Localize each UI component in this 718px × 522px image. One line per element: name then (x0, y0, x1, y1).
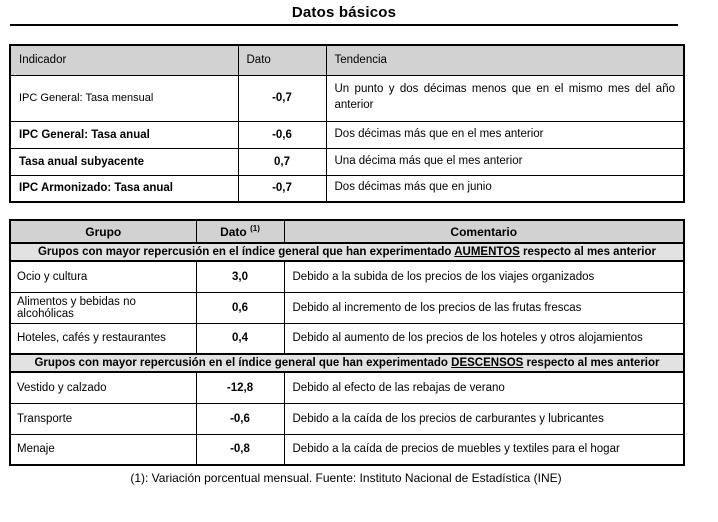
comment-cell: Debido al efecto de las rebajas de verano (284, 372, 684, 403)
value-cell: 0,7 (238, 148, 326, 175)
group-cell: Menaje (10, 434, 196, 465)
column-header-comentario: Comentario (284, 220, 684, 243)
value-cell: 3,0 (196, 261, 284, 292)
indicators-table (9, 44, 685, 203)
dato-label: Dato (220, 225, 247, 239)
indicator-cell: Tasa anual subyacente (10, 148, 238, 175)
value-cell: -0,7 (238, 175, 326, 202)
value-cell: -0,6 (196, 403, 284, 434)
title-block (10, 4, 678, 26)
trend-cell: Un punto y dos décimas menos que en el mismo mes del año anterior (326, 75, 684, 121)
indicator-cell: IPC General: Tasa mensual (10, 75, 238, 121)
section-header-row-aumentos (10, 243, 684, 261)
dato-footnote-marker: (1) (250, 224, 260, 233)
value-cell: -0,6 (238, 121, 326, 148)
section-label-prefix: Grupos con mayor repercusión en el índice general que han experimentado (34, 357, 452, 369)
indicator-cell: IPC Armonizado: Tasa anual (10, 175, 238, 202)
comment-cell: Debido a la caída de precios de muebles y textiles para el hogar (284, 434, 684, 465)
section-header-cell (10, 354, 684, 372)
value-cell: -12,8 (196, 372, 284, 403)
section-label-suffix: respecto al mes anterior (523, 357, 660, 369)
column-header-indicador: Indicador (10, 45, 238, 75)
table-row (10, 403, 684, 434)
table-row (10, 434, 684, 465)
section-label-prefix: Grupos con mayor repercusión en el índice general que han experimentado (37, 246, 455, 258)
value-cell: 0,4 (196, 323, 284, 354)
trend-cell: Dos décimas más que en el mes anterior (326, 121, 684, 148)
section-label-suffix: respecto al mes anterior (519, 246, 656, 258)
groups-header-row (10, 220, 684, 243)
groups-table (9, 219, 685, 466)
footnote: (1): Variación porcentual mensual. Fuente: Instituto Nacional de Estadística (INE) (130, 471, 562, 485)
value-cell: -0,7 (238, 75, 326, 121)
comment-cell: Debido al incremento de los precios de las frutas frescas (284, 292, 684, 323)
table-row (10, 148, 684, 175)
table-row (10, 261, 684, 292)
column-header-tendencia: Tendencia (326, 45, 684, 75)
table-row (10, 323, 684, 354)
indicator-cell: IPC General: Tasa anual (10, 121, 238, 148)
table-row (10, 121, 684, 148)
table-row (10, 175, 684, 202)
section-header-cell (10, 243, 684, 261)
section-label-keyword: DESCENSOS (451, 357, 524, 369)
group-cell: Vestido y calzado (10, 372, 196, 403)
value-cell: 0,6 (196, 292, 284, 323)
section-header-row-descensos (10, 354, 684, 372)
group-cell: Alimentos y bebidas no alcohólicas (10, 292, 196, 323)
group-cell: Ocio y cultura (10, 261, 196, 292)
trend-cell: Dos décimas más que en junio (326, 175, 684, 202)
table-row (10, 372, 684, 403)
group-cell: Transporte (10, 403, 196, 434)
column-header-grupo: Grupo (10, 220, 196, 243)
column-header-dato (196, 220, 284, 243)
value-cell: -0,8 (196, 434, 284, 465)
section-label-keyword: AUMENTOS (454, 246, 520, 258)
comment-cell: Debido al aumento de los precios de los hoteles y otros alojamientos (284, 323, 684, 354)
column-header-dato: Dato (238, 45, 326, 75)
comment-cell: Debido a la caída de los precios de carburantes y lubricantes (284, 403, 684, 434)
table-row (10, 292, 684, 323)
group-cell: Hoteles, cafés y restaurantes (10, 323, 196, 354)
trend-cell: Una décima más que el mes anterior (326, 148, 684, 175)
page-title: Datos básicos (291, 4, 397, 21)
table-row (10, 75, 684, 121)
comment-cell: Debido a la subida de los precios de los viajes organizados (284, 261, 684, 292)
indicators-header-row (10, 45, 684, 75)
